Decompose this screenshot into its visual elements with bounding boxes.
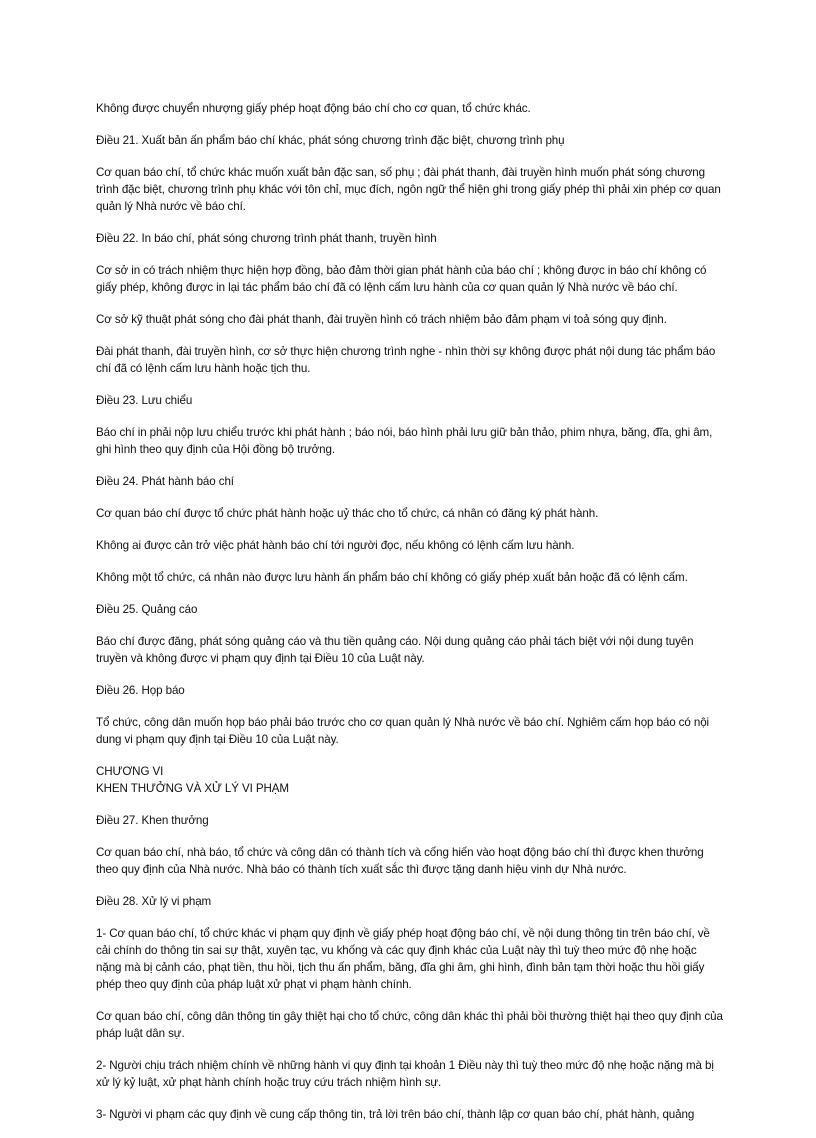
paragraph: Không ai được cản trở việc phát hành báo chí tới người đọc, nếu không có lệnh cấm lưu hành. [96,539,575,552]
document-page [96,100,724,1138]
paragraph: 2- Người chịu trách nhiệm chính về những hành vi quy định tại khoản 1 Điều này thì tuỳ theo mức độ nhẹ hoặc nặng mà bị xử lý kỷ luật, xử phạt hành chính hoặc truy cứu trách nhiệm hình sự. [96,1059,714,1089]
paragraph: Không được chuyển nhượng giấy phép hoạt động báo chí cho cơ quan, tổ chức khác. [96,102,531,115]
paragraph: Cơ quan báo chí được tổ chức phát hành hoặc uỷ thác cho tổ chức, cá nhân có đăng ký phát hành. [96,507,599,520]
article-heading: Điều 27. Khen thưởng [96,814,209,827]
paragraph: Cơ quan báo chí, nhà báo, tổ chức và công dân có thành tích và cống hiến vào hoạt động báo chí thì được khen thưởng theo quy định của Nhà nước. Nhà báo có thành tích xuất sắc thì được tặng danh hiệu vinh dự Nhà nước. [96,846,704,876]
article-heading: Điều 26. Họp báo [96,684,185,697]
paragraph: Cơ quan báo chí, công dân thông tin gây thiệt hại cho tổ chức, công dân khác thì phải bồi thường thiệt hại theo quy định của pháp luật dân sự. [96,1010,723,1040]
paragraph: Tổ chức, công dân muốn họp báo phải báo trước cho cơ quan quản lý Nhà nước về báo chí. Nghiêm cấm họp báo có nội dung vi phạm quy định tại Điều 10 của Luật này. [96,716,710,746]
article-heading: Điều 24. Phát hành báo chí [96,475,234,488]
chapter-number: CHƯƠNG VI [96,765,164,778]
paragraph: Không một tổ chức, cá nhân nào được lưu hành ấn phẩm báo chí không có giấy phép xuất bản hoặc đã có lệnh cấm. [96,571,688,584]
paragraph: Cơ quan báo chí, tổ chức khác muốn xuất bản đặc san, số phụ ; đài phát thanh, đài truyền hình muốn phát sóng chương trình đặc biệt, chương trình phụ khác với tôn chỉ, mục đích, ngôn ngữ thể hiện ghi trong giấy phép thì phải xin phép cơ quan quản lý Nhà nước về báo chí. [96,166,721,213]
article-heading: Điều 28. Xử lý vi phạm [96,895,212,908]
article-heading: Điều 23. Lưu chiểu [96,394,193,407]
paragraph: 1- Cơ quan báo chí, tổ chức khác vi phạm quy định về giấy phép hoạt động báo chí, về nội dung thông tin trên báo chí, về cải chính do thông tin sai sự thật, xuyên tạc, vu khống và các quy định khác của Luật này thì tuỳ theo mức độ nhẹ hoặc nặng mà bị cảnh cáo, phạt tiền, thu hồi, tịch thu ấn phẩm, băng, đĩa ghi âm, ghi hình, đình bản tạm thời hoặc thu hồi giấy phép theo quy định của pháp luật xử phạt vi phạm hành chính. [96,927,710,991]
paragraph: Báo chí được đăng, phát sóng quảng cáo và thu tiền quảng cáo. Nội dung quảng cáo phải tách biệt với nội dung tuyên truyền và không được vi phạm quy định tại Điều 10 của Luật này. [96,635,694,665]
article-heading: Điều 21. Xuất bản ấn phẩm báo chí khác, phát sóng chương trình đặc biệt, chương trình phụ [96,134,565,147]
article-heading: Điều 22. In báo chí, phát sóng chương trình phát thanh, truyền hình [96,232,437,245]
paragraph: Đài phát thanh, đài truyền hình, cơ sở thực hiện chương trình nghe - nhìn thời sự không được phát nội dung tác phẩm báo chí đã có lệnh cấm lưu hành hoặc tịch thu. [96,345,716,375]
paragraph: Cơ sở in có trách nhiệm thực hiện hợp đồng, bảo đảm thời gian phát hành của báo chí ; không được in báo chí không có giấy phép, không được in lại tác phẩm báo chí đã có lệnh cấm lưu hành của cơ quan quản lý Nhà nước về báo chí. [96,264,707,294]
paragraph: 3- Người vi phạm các quy định về cung cấp thông tin, trả lời trên báo chí, thành lập cơ quan báo chí, phát hành, quảng [96,1108,695,1121]
paragraph: Cơ sở kỹ thuật phát sóng cho đài phát thanh, đài truyền hình có trách nhiệm bảo đảm phạm vi toả sóng quy định. [96,313,667,326]
chapter-title: KHEN THƯỞNG VÀ XỬ LÝ VI PHẠM [96,782,289,795]
chapter-heading [96,763,724,797]
article-heading: Điều 25. Quảng cáo [96,603,198,616]
paragraph: Báo chí in phải nộp lưu chiểu trước khi phát hành ; báo nói, báo hình phải lưu giữ bản thảo, phim nhựa, băng, đĩa, ghi âm, ghi hình theo quy định của Hội đồng bộ trưởng. [96,426,713,456]
